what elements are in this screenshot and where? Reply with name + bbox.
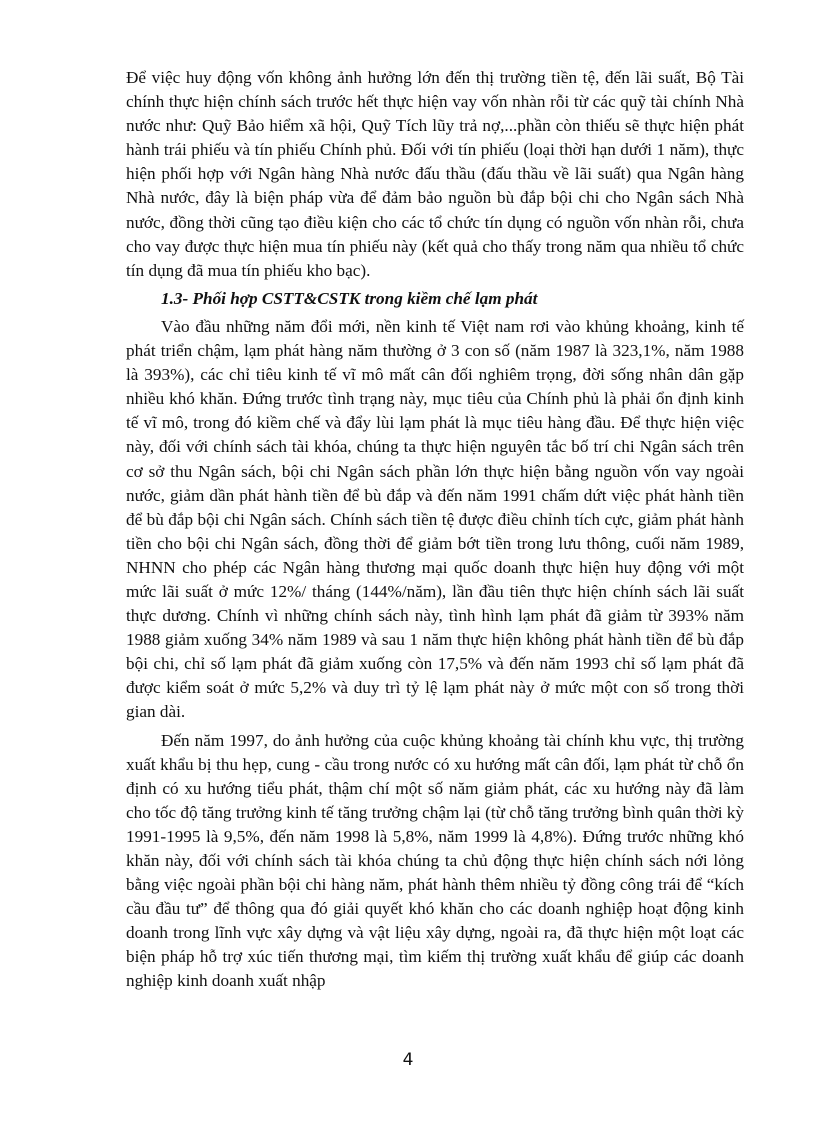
page-number: 4 bbox=[402, 1050, 414, 1070]
document-page bbox=[126, 66, 744, 998]
section-heading: 1.3- Phối hợp CSTT&CSTK trong kiềm chế lạm phát bbox=[161, 288, 538, 308]
paragraph-early-reform: Vào đầu những năm đổi mới, nền kinh tế Việt nam rơi vào khủng khoảng, kinh tế phát triển chậm, lạm phát hàng năm thường ở 3 con số (năm 1987 là 323,1%, năm 1988 là 393%), các chỉ tiêu kinh tế vĩ mô mất cân đối nghiêm trọng, đời sống nhân dân gặp nhiều khó khăn. Đứng trước tình trạng này, mục tiêu của Chính phủ là phải ổn định kinh tế vĩ mô, trong đó kiềm chế và đẩy lùi lạm phát là mục tiêu hàng đầu. Để thực hiện việc này, đối với chính sách tài khóa, chúng ta thực hiện nguyên tắc bố trí chi Ngân sách trên cơ sở thu Ngân sách, bội chi Ngân sách phần lớn thực hiện bằng nguồn vốn vay ngoài nước, giảm dần phát hành tiền để bù đắp và đến năm 1991 chấm dứt việc phát hành tiền để bù đắp bội chi Ngân sách. Chính sách tiền tệ được điều chỉnh tích cực, giảm phát hành tiền cho bội chi Ngân sách, đồng thời để giảm bớt tiền trong lưu thông, cuối năm 1989, NHNN cho phép các Ngân hàng thương mại quốc doanh thực hiện huy động với một mức lãi suất ở mức 12%/ tháng (144%/năm), lần đầu tiên thực hiện chính sách lãi suất thực dương. Chính vì những chính sách này, tình hình lạm phát đã giảm từ 393% năm 1988 giảm xuống 34% năm 1989 và sau 1 năm thực hiện không phát hành tiền để bù đắp bội chi, chỉ số lạm phát đã giảm xuống còn 17,5% và đến năm 1993 chỉ số lạm phát đã được kiểm soát ở mức 5,2% và duy trì tỷ lệ lạm phát này ở mức một con số trong thời gian dài. bbox=[126, 316, 744, 722]
paragraph-1997-crisis: Đến năm 1997, do ảnh hưởng của cuộc khủng khoảng tài chính khu vực, thị trường xuất khẩu bị thu hẹp, cung - cầu trong nước có xu hướng mất cân đối, lạm phát từ chỗ ổn định có xu hướng tiểu phát, thậm chí một số năm giảm phát, các xu hướng này đã làm cho tốc độ tăng trưởng kinh tế tăng trưởng chậm lại (từ chỗ tăng trưởng bình quân thời kỳ 1991-1995 là 9,5%, đến năm 1998 là 5,8%, năm 1999 là 4,8%). Đứng trước những khó khăn này, đối với chính sách tài khóa chúng ta chủ động thực hiện chính sách nới lỏng bằng việc ngoài phần bội chi hàng năm, phát hành thêm nhiều tỷ đồng công trái để “kích cầu đầu tư” để thông qua đó giải quyết khó khăn cho các doanh nghiệp hoạt động kinh doanh trong lĩnh vực xây dựng và vật liệu xây dựng, ngoài ra, đã thực hiện một loạt các biện pháp hỗ trợ xúc tiến thương mại, tìm kiếm thị trường xuất khẩu để giúp các doanh nghiệp kinh doanh xuất nhập bbox=[126, 730, 744, 991]
paragraph-debt-mobilization: Để việc huy động vốn không ảnh hưởng lớn đến thị trường tiền tệ, đến lãi suất, Bộ Tài chính thực hiện chính sách trước hết thực hiện vay vốn nhàn rỗi từ các quỹ tài chính Nhà nước như: Quỹ Bảo hiểm xã hội, Quỹ Tích lũy trả nợ,...phần còn thiếu sẽ thực hiện phát hành trái phiếu và tín phiếu Chính phủ. Đối với tín phiếu (loại thời hạn dưới 1 năm), thực hiện phối hợp với Ngân hàng Nhà nước đấu thầu (đấu thầu về lãi suất) qua Ngân hàng Nhà nước, đây là biện pháp vừa để đảm bảo nguồn bù đắp bội chi cho Ngân sách Nhà nước, đồng thời cũng tạo điều kiện cho các tổ chức tín dụng có nguồn vốn nhàn rỗi, chưa cho vay được thực hiện mua tín phiếu này (kết quả cho thấy trong năm qua nhiều tổ chức tín dụng đã mua tín phiếu kho bạc). bbox=[126, 68, 744, 280]
